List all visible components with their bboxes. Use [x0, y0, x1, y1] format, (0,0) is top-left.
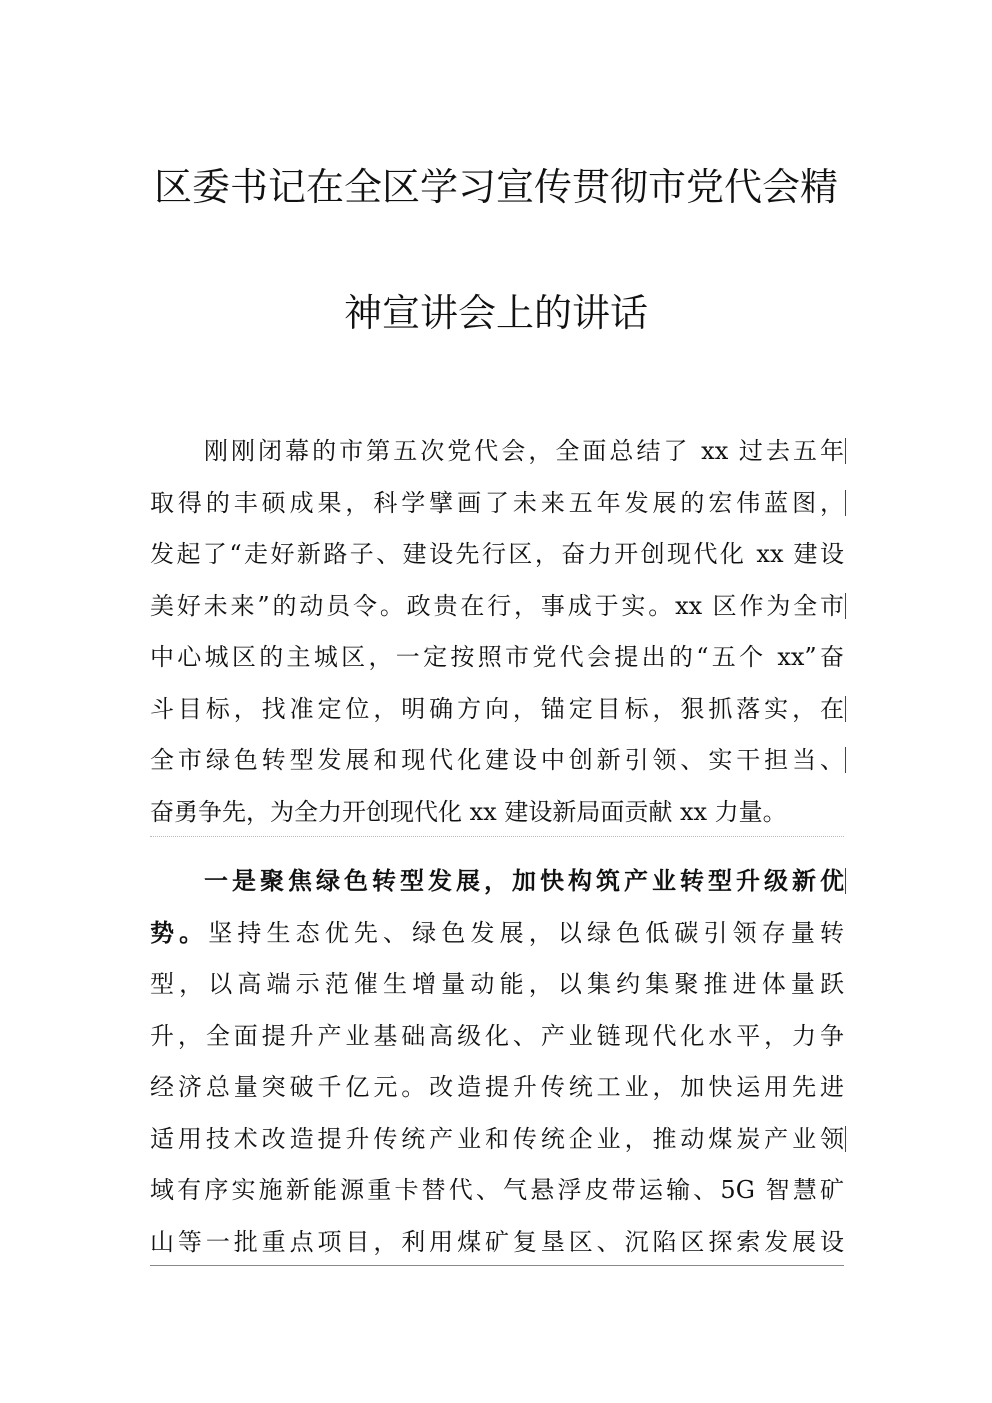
paragraph-line: 全市绿色转型发展和现代化建设中创新引领、实干担当、 — [150, 746, 844, 774]
paragraph-line: 发起了“走好新路子、建设先行区，奋力开创现代化 xx 建设 — [150, 540, 844, 568]
paragraph-line: 域有序实施新能源重卡替代、气悬浮皮带运输、5G 智慧矿 — [150, 1176, 844, 1204]
paragraph-line: 山等一批重点项目，利用煤矿复垦区、沉陷区探索发展设 — [150, 1227, 844, 1256]
paragraph-line: 刚刚闭幕的市第五次党代会，全面总结了 xx 过去五年 — [204, 437, 844, 465]
page-bottom-rule — [150, 1265, 844, 1266]
paragraph-line: 适用技术改造提升传统产业和传统企业，推动煤炭产业领 — [150, 1124, 844, 1153]
lead-heading-end: 势。 — [150, 918, 209, 947]
document-title-line-1: 区委书记在全区学习宣传贯彻市党代会精 — [153, 165, 838, 209]
paragraph-lead-line: 一是聚焦绿色转型发展，加快构筑产业转型升级新优 — [204, 867, 844, 895]
paragraph-line: 势。坚持生态优先、绿色发展，以绿色低碳引领存量转 — [150, 918, 845, 947]
paragraph-line: 型，以高端示范催生增量动能，以集约集聚推进体量跃 — [150, 970, 844, 998]
section-separator — [150, 836, 844, 837]
paragraph-line: 取得的丰硕成果，科学擘画了未来五年发展的宏伟蓝图， — [150, 488, 844, 517]
paragraph-line: 斗目标，找准定位，明确方向，锚定目标，狠抓落实，在 — [150, 694, 844, 723]
paragraph-line: 中心城区的主城区，一定按照市党代会提出的“五个 xx”奋 — [150, 643, 844, 671]
paragraph-1 — [150, 426, 844, 838]
paragraph-2 — [150, 856, 844, 1268]
document-title-line-2: 神宣讲会上的讲话 — [343, 291, 648, 335]
paragraph-line: 美好未来”的动员令。政贵在行，事成于实。xx 区作为全市 — [150, 591, 844, 620]
paragraph-line: 升，全面提升产业基础高级化、产业链现代化水平，力争 — [150, 1021, 844, 1050]
paragraph-line: 经济总量突破千亿元。改造提升传统工业，加快运用先进 — [150, 1073, 844, 1101]
paragraph-line: 奋勇争先，为全力开创现代化 xx 建设新局面贡献 xx 力量。 — [150, 797, 787, 826]
